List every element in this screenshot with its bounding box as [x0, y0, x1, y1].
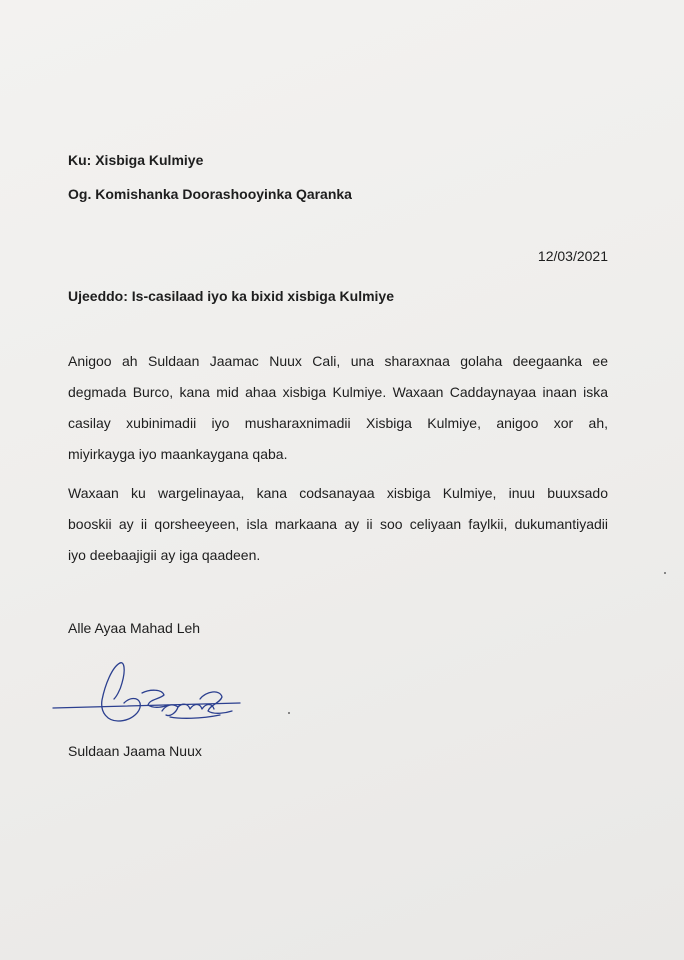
- paragraph-one-line: miyirkayga iyo maankaygana qaba.: [68, 446, 288, 462]
- subject-line: Ujeeddo: Is-casilaad iyo ka bixid xisbiga Kulmiye: [68, 288, 394, 304]
- paragraph-two-line: Waxaan ku wargelinayaa, kana codsanayaa xisbiga Kulmiye, inuu buuxsado: [68, 485, 608, 501]
- paper-speck: [288, 712, 290, 714]
- paragraph-one-line: Anigoo ah Suldaan Jaamac Nuux Cali, una sharaxnaa golaha deegaanka ee: [68, 353, 608, 369]
- paragraph-two-line: booskii ay ii qorsheeyeen, isla markaana ay ii soo celiyaan faylkii, dukumantiyadii: [68, 516, 608, 532]
- paper-speck: [664, 572, 666, 574]
- handwritten-signature: [50, 655, 250, 730]
- letter-date: 12/03/2021: [537, 248, 608, 264]
- recipient-line: Ku: Xisbiga Kulmiye: [68, 152, 204, 168]
- paragraph-one-line: degmada Burco, kana mid ahaa xisbiga Kulmiye. Waxaan Caddaynayaa inaan iska: [68, 384, 608, 400]
- signer-name: Suldaan Jaama Nuux: [68, 743, 202, 759]
- paragraph-two: [68, 478, 608, 571]
- closing-line: Alle Ayaa Mahad Leh: [68, 620, 201, 636]
- paragraph-one-line: casilay xubinimadii iyo musharaxnimadii Xisbiga Kulmiye, anigoo xor ah,: [68, 415, 608, 431]
- paragraph-one: [68, 346, 608, 470]
- paragraph-two-line: iyo deebaajigii ay iga qaadeen.: [68, 547, 261, 563]
- attention-line: Og. Komishanka Doorashooyinka Qaranka: [68, 186, 352, 202]
